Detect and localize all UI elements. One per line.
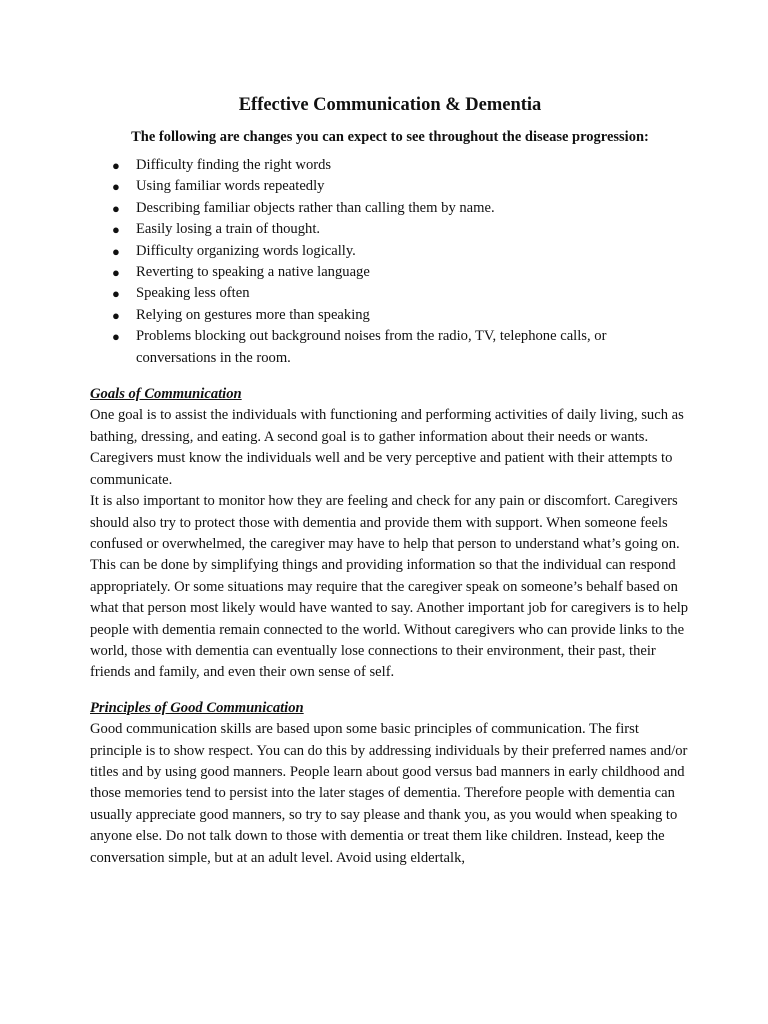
bullet-icon: ● [112, 286, 120, 302]
list-item [90, 326, 690, 369]
section-heading: Goals of Communication [90, 386, 242, 403]
list-item-text: Reverting to speaking a native language [136, 264, 370, 281]
list-item-text: Problems blocking out background noises from the radio, TV, telephone calls, or conversations in the room. [136, 328, 607, 366]
list-item-text: Difficulty finding the right words [136, 157, 332, 173]
list-item-text: Speaking less often [136, 285, 250, 302]
list-item-text: Describing familiar objects rather than calling them by name. [136, 199, 495, 216]
paragraph: It is also important to monitor how they are feeling and check for any pain or discomfort. Caregivers should also try to protect those with dementia and provide them with support. When someone feels confused or overwhelmed, the caregiver may have to help that person to understand what’s going on. This can be done by simplifying things and providing information so that the individual can respond appropriately. Or some situations may require that the caregiver speak on someone’s behalf based on what that person most likely would have wanted to say. Another important job for caregivers is to help people with dementia remain connected to the world. Without caregivers who can provide links to the world, those with dementia can eventually lose connections to their environment, their past, their friends and family, and even their own sense of self. [90, 493, 689, 681]
list-item [90, 241, 690, 262]
paragraph: One goal is to assist the individuals with functioning and performing activities of daily living, such as bathing, dressing, and eating. A second goal is to gather information about their needs or wants. Caregivers must know the individuals well and be very perceptive and patient with their attempts to communicate. [90, 407, 684, 488]
list-item [90, 155, 690, 176]
document-title: Effective Communication & Dementia [238, 95, 542, 115]
section-goals [90, 384, 690, 684]
list-item-text: Relying on gestures more than speaking [136, 306, 370, 323]
list-item [90, 305, 690, 326]
list-item-text: Using familiar words repeatedly [136, 178, 325, 195]
bullet-icon: ● [112, 158, 120, 173]
section-heading: Principles of Good Communication [90, 699, 304, 716]
bullet-icon: ● [112, 222, 120, 238]
bullet-icon: ● [112, 329, 120, 345]
list-item [90, 283, 690, 304]
section-principles [90, 698, 690, 869]
list-item-text: Difficulty organizing words logically. [136, 242, 356, 259]
bullet-icon: ● [112, 265, 120, 281]
list-item-text: Easily losing a train of thought. [136, 221, 321, 238]
list-item [90, 262, 690, 283]
bullet-icon: ● [112, 243, 120, 259]
changes-list [90, 155, 690, 369]
paragraph: Good communication skills are based upon some basic principles of communication. The first principle is to show respect. You can do this by addressing individuals by their preferred names and/or titles and by using good manners. People learn about good versus bad manners in early childhood and those memories tend to persist into the later stages of dementia. Therefore people with dementia can usually appreciate good manners, so try to say please and thank you, as you would when speaking to anyone else. Do not talk down to those with dementia or treat them like children. Instead, keep the conversation simple, but at an adult level. Avoid using eldertalk, [90, 721, 688, 866]
list-item [90, 176, 690, 197]
bullet-icon: ● [112, 200, 120, 216]
document-subtitle: The following are changes you can expect to see throughout the disease progression: [131, 129, 649, 145]
list-item [90, 198, 690, 219]
bullet-icon: ● [112, 179, 120, 195]
list-item [90, 219, 690, 240]
bullet-icon: ● [112, 307, 120, 323]
document-page [90, 92, 690, 869]
